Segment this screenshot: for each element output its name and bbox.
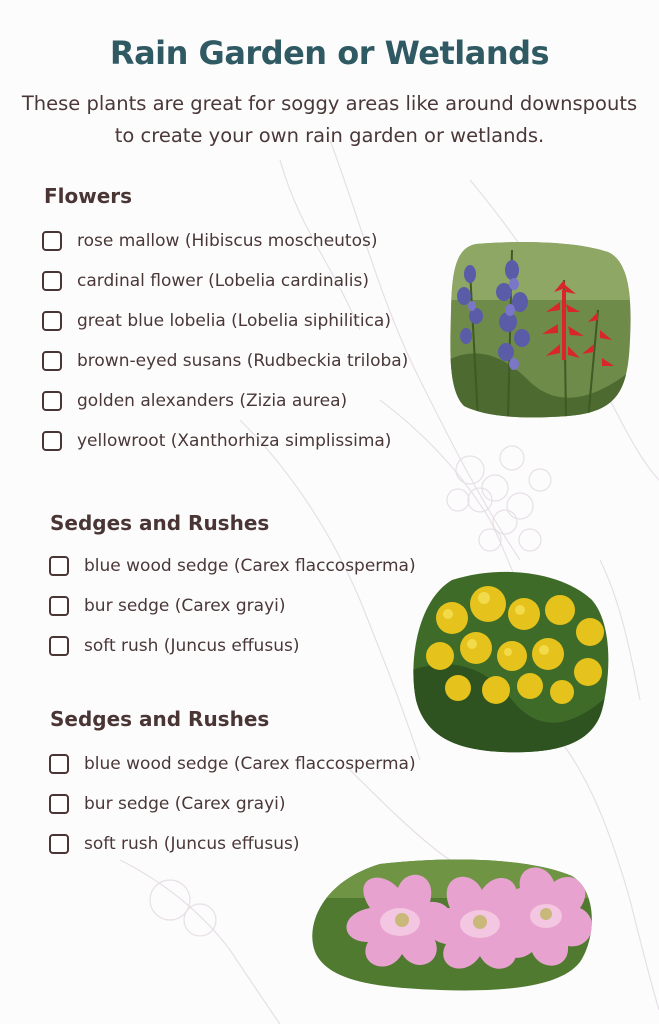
list-item[interactable] xyxy=(49,824,416,864)
plant-label: blue wood sedge (Carex flaccosperma) xyxy=(84,754,416,774)
checkbox[interactable] xyxy=(49,794,69,814)
section-heading-sedges: Sedges and Rushes xyxy=(50,511,270,535)
flowers-checklist xyxy=(42,221,408,461)
checkbox[interactable] xyxy=(49,636,69,656)
list-item[interactable] xyxy=(42,301,408,341)
plant-label: soft rush (Juncus effusus) xyxy=(84,834,300,854)
list-item[interactable] xyxy=(42,381,408,421)
plant-label: golden alexanders (Zizia aurea) xyxy=(77,391,348,411)
checkbox[interactable] xyxy=(42,271,62,291)
list-item[interactable] xyxy=(49,784,416,824)
plant-label: brown-eyed susans (Rudbeckia triloba) xyxy=(77,351,409,371)
sedges-checklist-2 xyxy=(49,744,416,864)
list-item[interactable] xyxy=(49,586,416,626)
list-item[interactable] xyxy=(49,546,416,586)
list-item[interactable] xyxy=(42,341,408,381)
list-item[interactable] xyxy=(42,221,408,261)
list-item[interactable] xyxy=(42,261,408,301)
plant-label: bur sedge (Carex grayi) xyxy=(84,794,286,814)
sedges-checklist xyxy=(49,546,416,666)
section-heading-sedges-2: Sedges and Rushes xyxy=(50,707,270,731)
checkbox[interactable] xyxy=(49,556,69,576)
checkbox[interactable] xyxy=(49,754,69,774)
checkbox[interactable] xyxy=(49,834,69,854)
checkbox[interactable] xyxy=(42,311,62,331)
plant-label: cardinal flower (Lobelia cardinalis) xyxy=(77,271,369,291)
rose-mallow-photo xyxy=(310,858,598,994)
checkbox[interactable] xyxy=(42,391,62,411)
list-item[interactable] xyxy=(42,421,408,461)
checkbox[interactable] xyxy=(42,431,62,451)
section-heading-flowers: Flowers xyxy=(44,184,133,208)
checkbox[interactable] xyxy=(42,351,62,371)
page-title: Rain Garden or Wetlands xyxy=(109,34,550,72)
cardinal-flower-and-blue-lobelia-photo xyxy=(448,240,632,420)
plant-label: rose mallow (Hibiscus moscheutos) xyxy=(77,231,378,251)
list-item[interactable] xyxy=(49,744,416,784)
plant-label: soft rush (Juncus effusus) xyxy=(84,636,300,656)
checkbox[interactable] xyxy=(49,596,69,616)
plant-label: bur sedge (Carex grayi) xyxy=(84,596,286,616)
plant-label: yellowroot (Xanthorhiza simplissima) xyxy=(77,431,392,451)
golden-alexanders-photo xyxy=(412,570,614,754)
page-subtitle: These plants are great for soggy areas like around downspouts to create your own rain garden or wetlands. xyxy=(21,92,638,147)
plant-label: great blue lobelia (Lobelia siphilitica) xyxy=(77,311,391,331)
list-item[interactable] xyxy=(49,626,416,666)
plant-label: blue wood sedge (Carex flaccosperma) xyxy=(84,556,416,576)
checkbox[interactable] xyxy=(42,231,62,251)
